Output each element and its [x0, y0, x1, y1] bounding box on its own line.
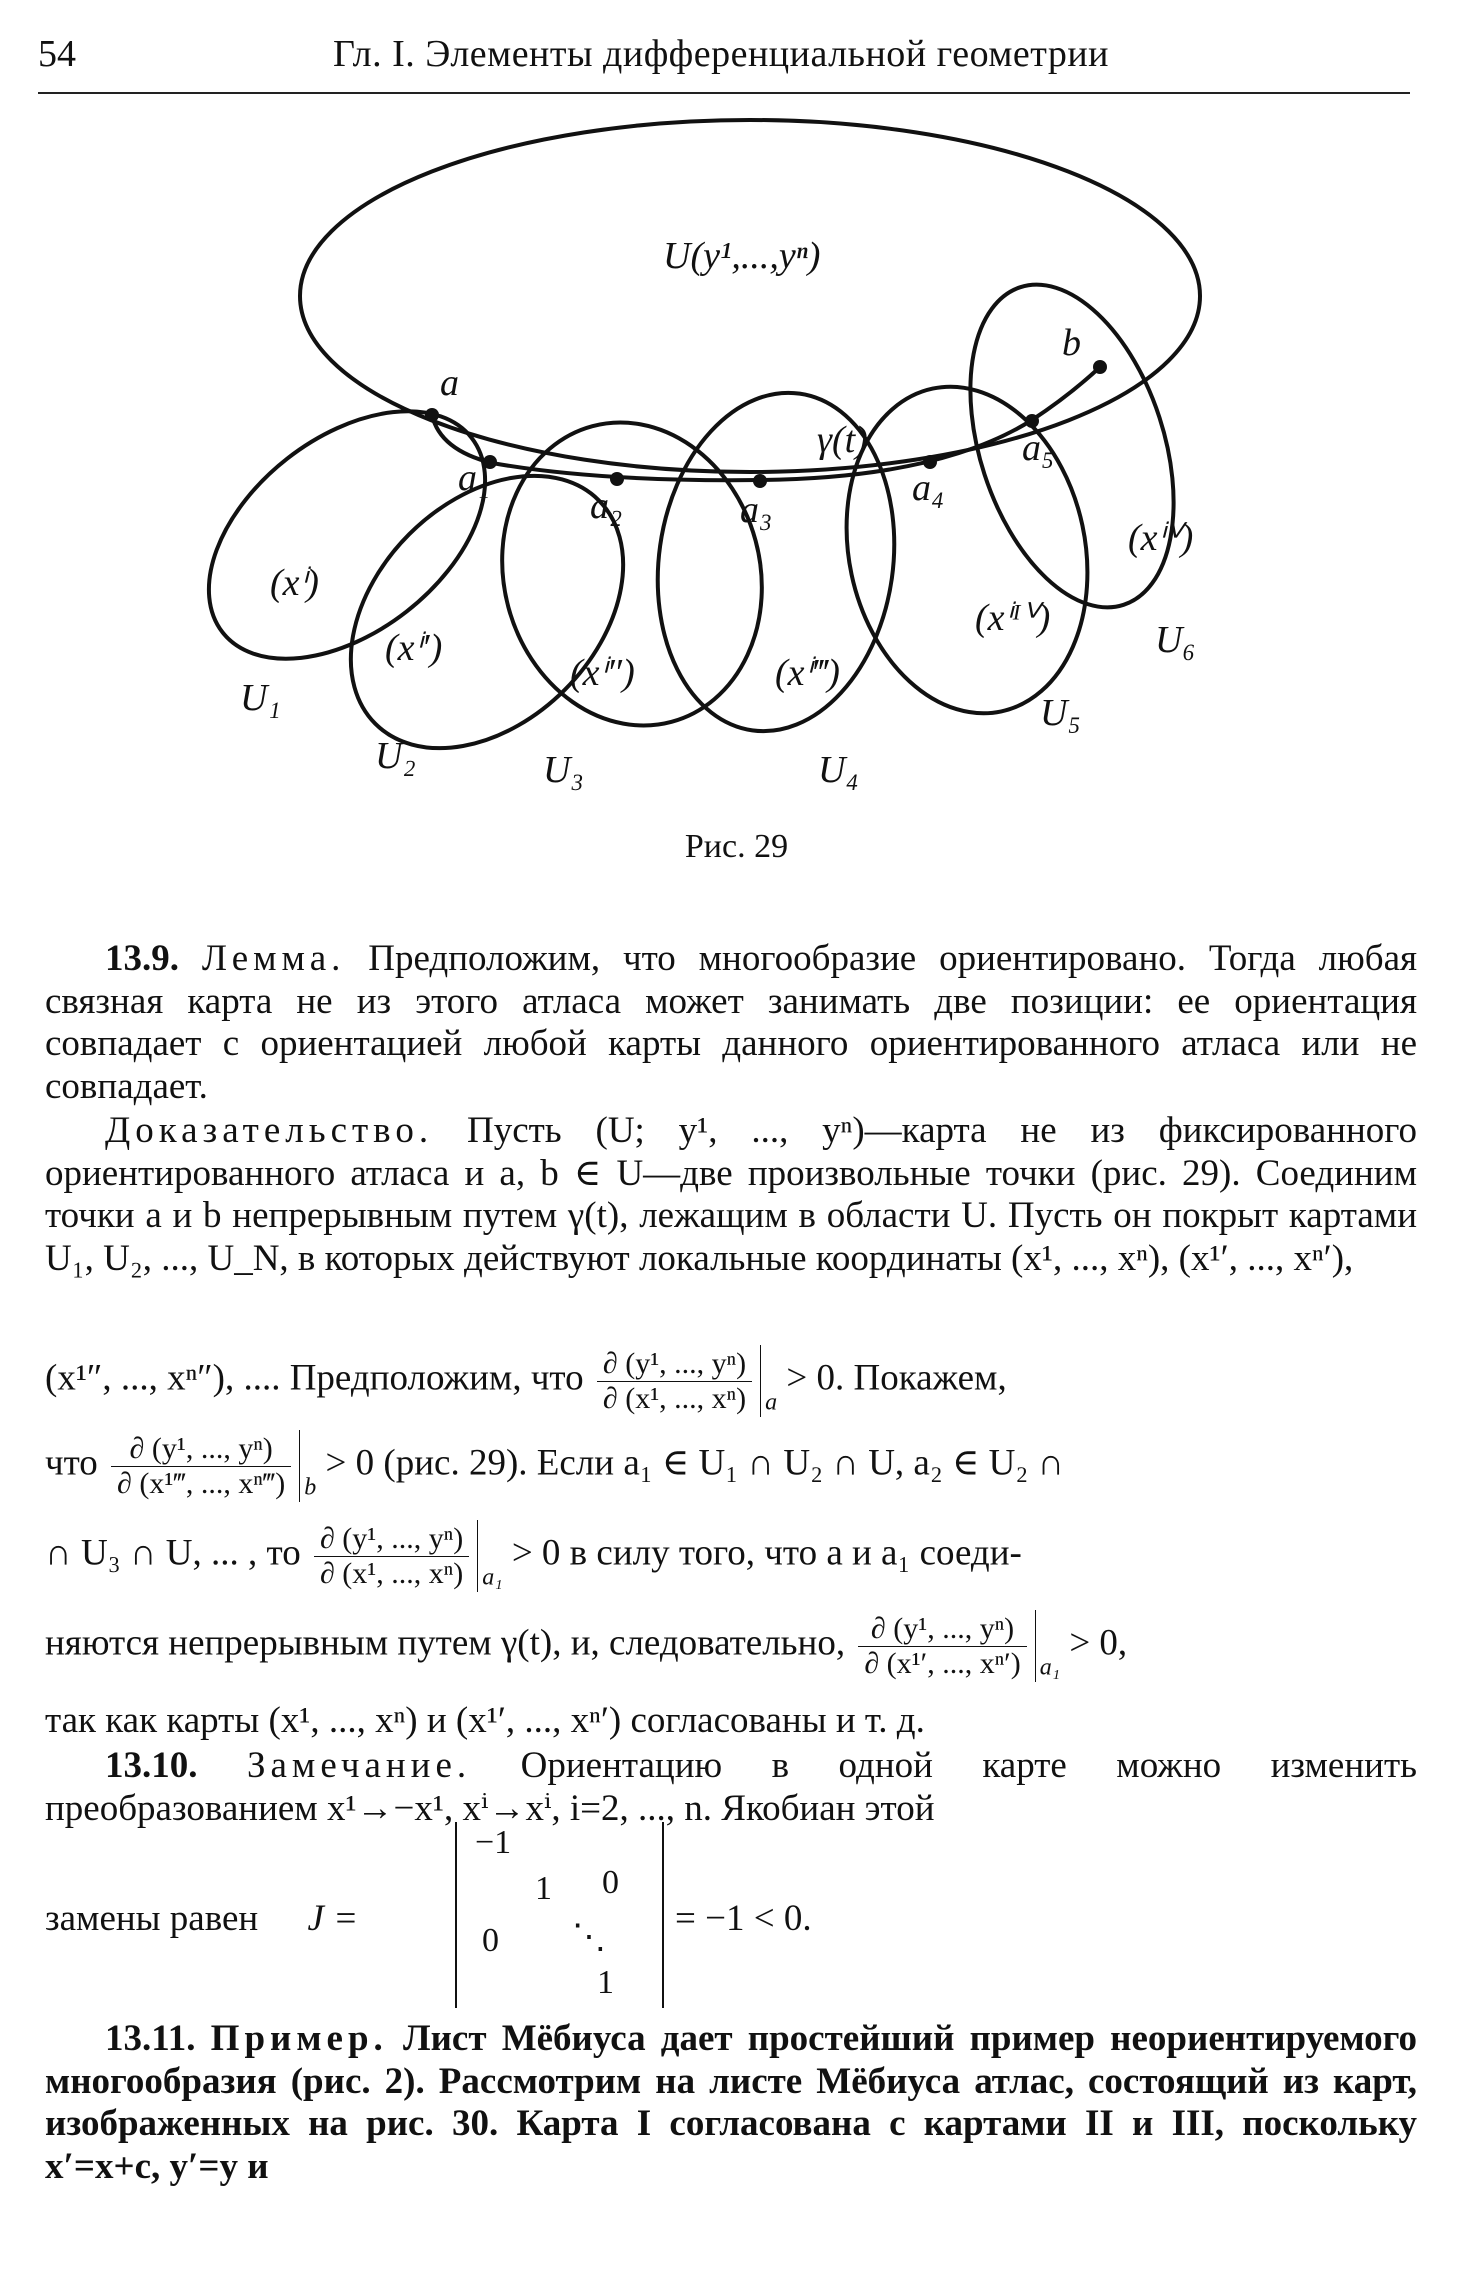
point-a3	[753, 474, 767, 488]
proof-line-a-text: (x¹″, ..., xⁿ″), .... Предположим, что	[45, 1357, 584, 1399]
gamma-path	[432, 367, 1100, 480]
jacobian-J: J =	[307, 1898, 359, 1939]
label-a3: a₃	[740, 489, 773, 531]
label-U-big: U(y¹,...,yⁿ)	[663, 235, 821, 277]
proof-line-b: что $\frac{\text{∂ (y¹, ..., yⁿ)}}{\text{∂ (x¹‴, ..., xⁿ‴)}}$ $_b$ > 0 (рис. 29). Если a₁ ∈ U₁ ∩ U₂ ∩ U, a₂ ∈ U₂ ∩	[45, 1431, 1065, 1501]
proof-text: Пусть (U; y¹, ..., yⁿ)—карта не из фиксированного ориентированного атласа и a, b ∈ U—две произвольные точки (рис. 29). Соединим точки a и b непрерывным путем γ(t), лежащим в области U. Пусть он покрыт картами U₁, U₂, ..., U_N, в которых действуют локальные координаты (x¹, ..., xⁿ), (x¹′, ..., xⁿ′),	[45, 1110, 1418, 1279]
label-x1: (xⁱ)	[270, 562, 319, 604]
jacobian-matrix	[455, 1822, 664, 2008]
label-U5: U₅	[1040, 692, 1081, 734]
proof-line-d-end: > 0,	[1069, 1622, 1128, 1664]
label-x4: (xⁱ‴)	[775, 652, 840, 694]
remark-result-text: = −1 < 0.	[675, 1898, 812, 1939]
proof-line-c-end: > 0 в силу того, что a и a₁ соеди-	[511, 1532, 1022, 1574]
example-paragraph	[45, 2018, 1417, 2188]
point-a	[425, 408, 439, 422]
jacobian-d: $\frac{\text{∂ (y¹, ..., yⁿ)}}{\text{∂ (x¹′, ..., xⁿ′)}}$	[858, 1612, 1026, 1681]
label-gamma: γ(t)	[817, 419, 868, 461]
proof-line-a-end: > 0. Покажем,	[786, 1357, 1007, 1399]
label-U3: U₃	[543, 749, 584, 791]
matrix-zero-bottom: 0	[482, 1922, 499, 1959]
example-heading: Пример.	[210, 2018, 388, 2059]
matrix-dots: ⋱	[572, 1919, 606, 1956]
running-title: Гл. I. Элементы дифференциальной геометрии	[333, 33, 1110, 75]
label-x3: (xⁱ″)	[570, 652, 635, 694]
label-U1: U₁	[240, 677, 281, 719]
jacobian-c: $\frac{\text{∂ (y¹, ..., yⁿ)}}{\text{∂ (x¹, ..., xⁿ)}}$	[314, 1522, 469, 1591]
remark-text: Ориентацию в одной карте можно изменить преобразованием x¹→−x¹, xⁱ→xⁱ, i=2, ..., n. Якобиан этой	[45, 1745, 1417, 1829]
label-x6: (xⁱⱽ)	[1128, 517, 1194, 559]
point-b	[1093, 360, 1107, 374]
remark-result	[675, 1898, 975, 1940]
label-x5: (xⁱᴵⱽ)	[975, 597, 1051, 639]
lemma-paragraph	[45, 938, 1417, 1108]
label-U2: U₂	[375, 735, 416, 777]
label-a5: a₅	[1022, 427, 1055, 469]
chart-U1	[163, 361, 531, 708]
lemma-text: Предположим, что многообразие ориентировано. Тогда любая связная карта не из этого атласа может занимать две позиции: ее ориентация совпадает с ориентацией любой карты данного ориентированного атласа или не совпадает.	[45, 938, 1418, 1107]
page-number: 54	[38, 33, 76, 75]
lemma-heading: Лемма.	[201, 938, 346, 979]
jacobian-b: $\frac{\text{∂ (y¹, ..., yⁿ)}}{\text{∂ (x¹‴, ..., xⁿ‴)}}$	[111, 1432, 291, 1501]
jacobian-a: $\frac{\text{∂ (y¹, ..., yⁿ)}}{\text{∂ (x¹, ..., xⁿ)}}$	[597, 1347, 752, 1416]
proof-line-e-text: так как карты (x¹, ..., xⁿ) и (x¹′, ..., xⁿ′) согласованы и т. д.	[45, 1700, 925, 1741]
proof-line-e	[45, 1700, 1417, 1742]
lemma-number: 13.9.	[105, 938, 179, 979]
label-a4: a₄	[912, 467, 945, 509]
proof-line-c-start: ∩ U₃ ∩ U, ... , то	[45, 1532, 301, 1574]
proof-line-b-end: > 0 (рис. 29). Если a₁ ∈ U₁ ∩ U₂ ∩ U, a₂ ∈ U₂ ∩	[325, 1442, 1065, 1484]
label-a: a	[440, 362, 459, 404]
label-U6: U₆	[1155, 619, 1196, 661]
label-U4: U₄	[818, 749, 859, 791]
proof-line-a: (x¹″, ..., xⁿ″), .... Предположим, что $\frac{\text{∂ (y¹, ..., yⁿ)}}{\text{∂ (x¹, ..., xⁿ)}}$ $_a$ > 0. Покажем,	[45, 1346, 1007, 1416]
proof-line-d-start: няются непрерывным путем γ(t), и, следовательно,	[45, 1622, 846, 1664]
example-number: 13.11.	[105, 2018, 196, 2059]
label-x2: (xⁱ′)	[385, 627, 443, 669]
matrix-mnn: 1	[597, 1964, 614, 2001]
proof-paragraph	[45, 1110, 1417, 1280]
running-header	[38, 30, 1410, 94]
label-a2: a₂	[590, 485, 623, 527]
remark-heading: Замечание.	[246, 1745, 472, 1786]
figure-29	[0, 100, 1473, 930]
matrix-m11: −1	[475, 1824, 512, 1861]
proof-line-b-start: что	[45, 1442, 98, 1484]
example-text: Лист Мёбиуса дает простейший пример неориентируемого многообразия (рис. 2). Рассмотрим на листе Мёбиуса атлас, состоящий из карт, изображенных на рис. 30. Карта I согласована с картами II и III, поскольку x′=x+c, y′=y и	[45, 2018, 1418, 2187]
matrix-m22: 1	[535, 1870, 552, 1907]
label-b: b	[1062, 322, 1081, 364]
matrix-zero-top: 0	[602, 1864, 619, 1901]
figure-caption: Рис. 29	[684, 828, 789, 865]
proof-line-d: няются непрерывным путем γ(t), и, следовательно, $\frac{\text{∂ (y¹, ..., yⁿ)}}{\text{∂ (x¹′, ..., xⁿ′)}}$ $_{a_1}$ > 0,	[45, 1611, 1128, 1681]
point-a5	[1025, 414, 1039, 428]
remark-number: 13.10.	[105, 1745, 198, 1786]
remark-paragraph	[45, 1745, 1417, 1830]
proof-heading: Доказательство.	[105, 1110, 434, 1151]
point-a2	[610, 472, 624, 486]
label-a1: a₁	[458, 457, 491, 499]
proof-line-c: ∩ U₃ ∩ U, ... , то $\frac{\text{∂ (y¹, ..., yⁿ)}}{\text{∂ (x¹, ..., xⁿ)}}$ $_{a_1}$ > 0 в силу того, что a и a₁ соеди-	[45, 1521, 1022, 1591]
remark-formula-label: замены равен	[45, 1898, 259, 1939]
